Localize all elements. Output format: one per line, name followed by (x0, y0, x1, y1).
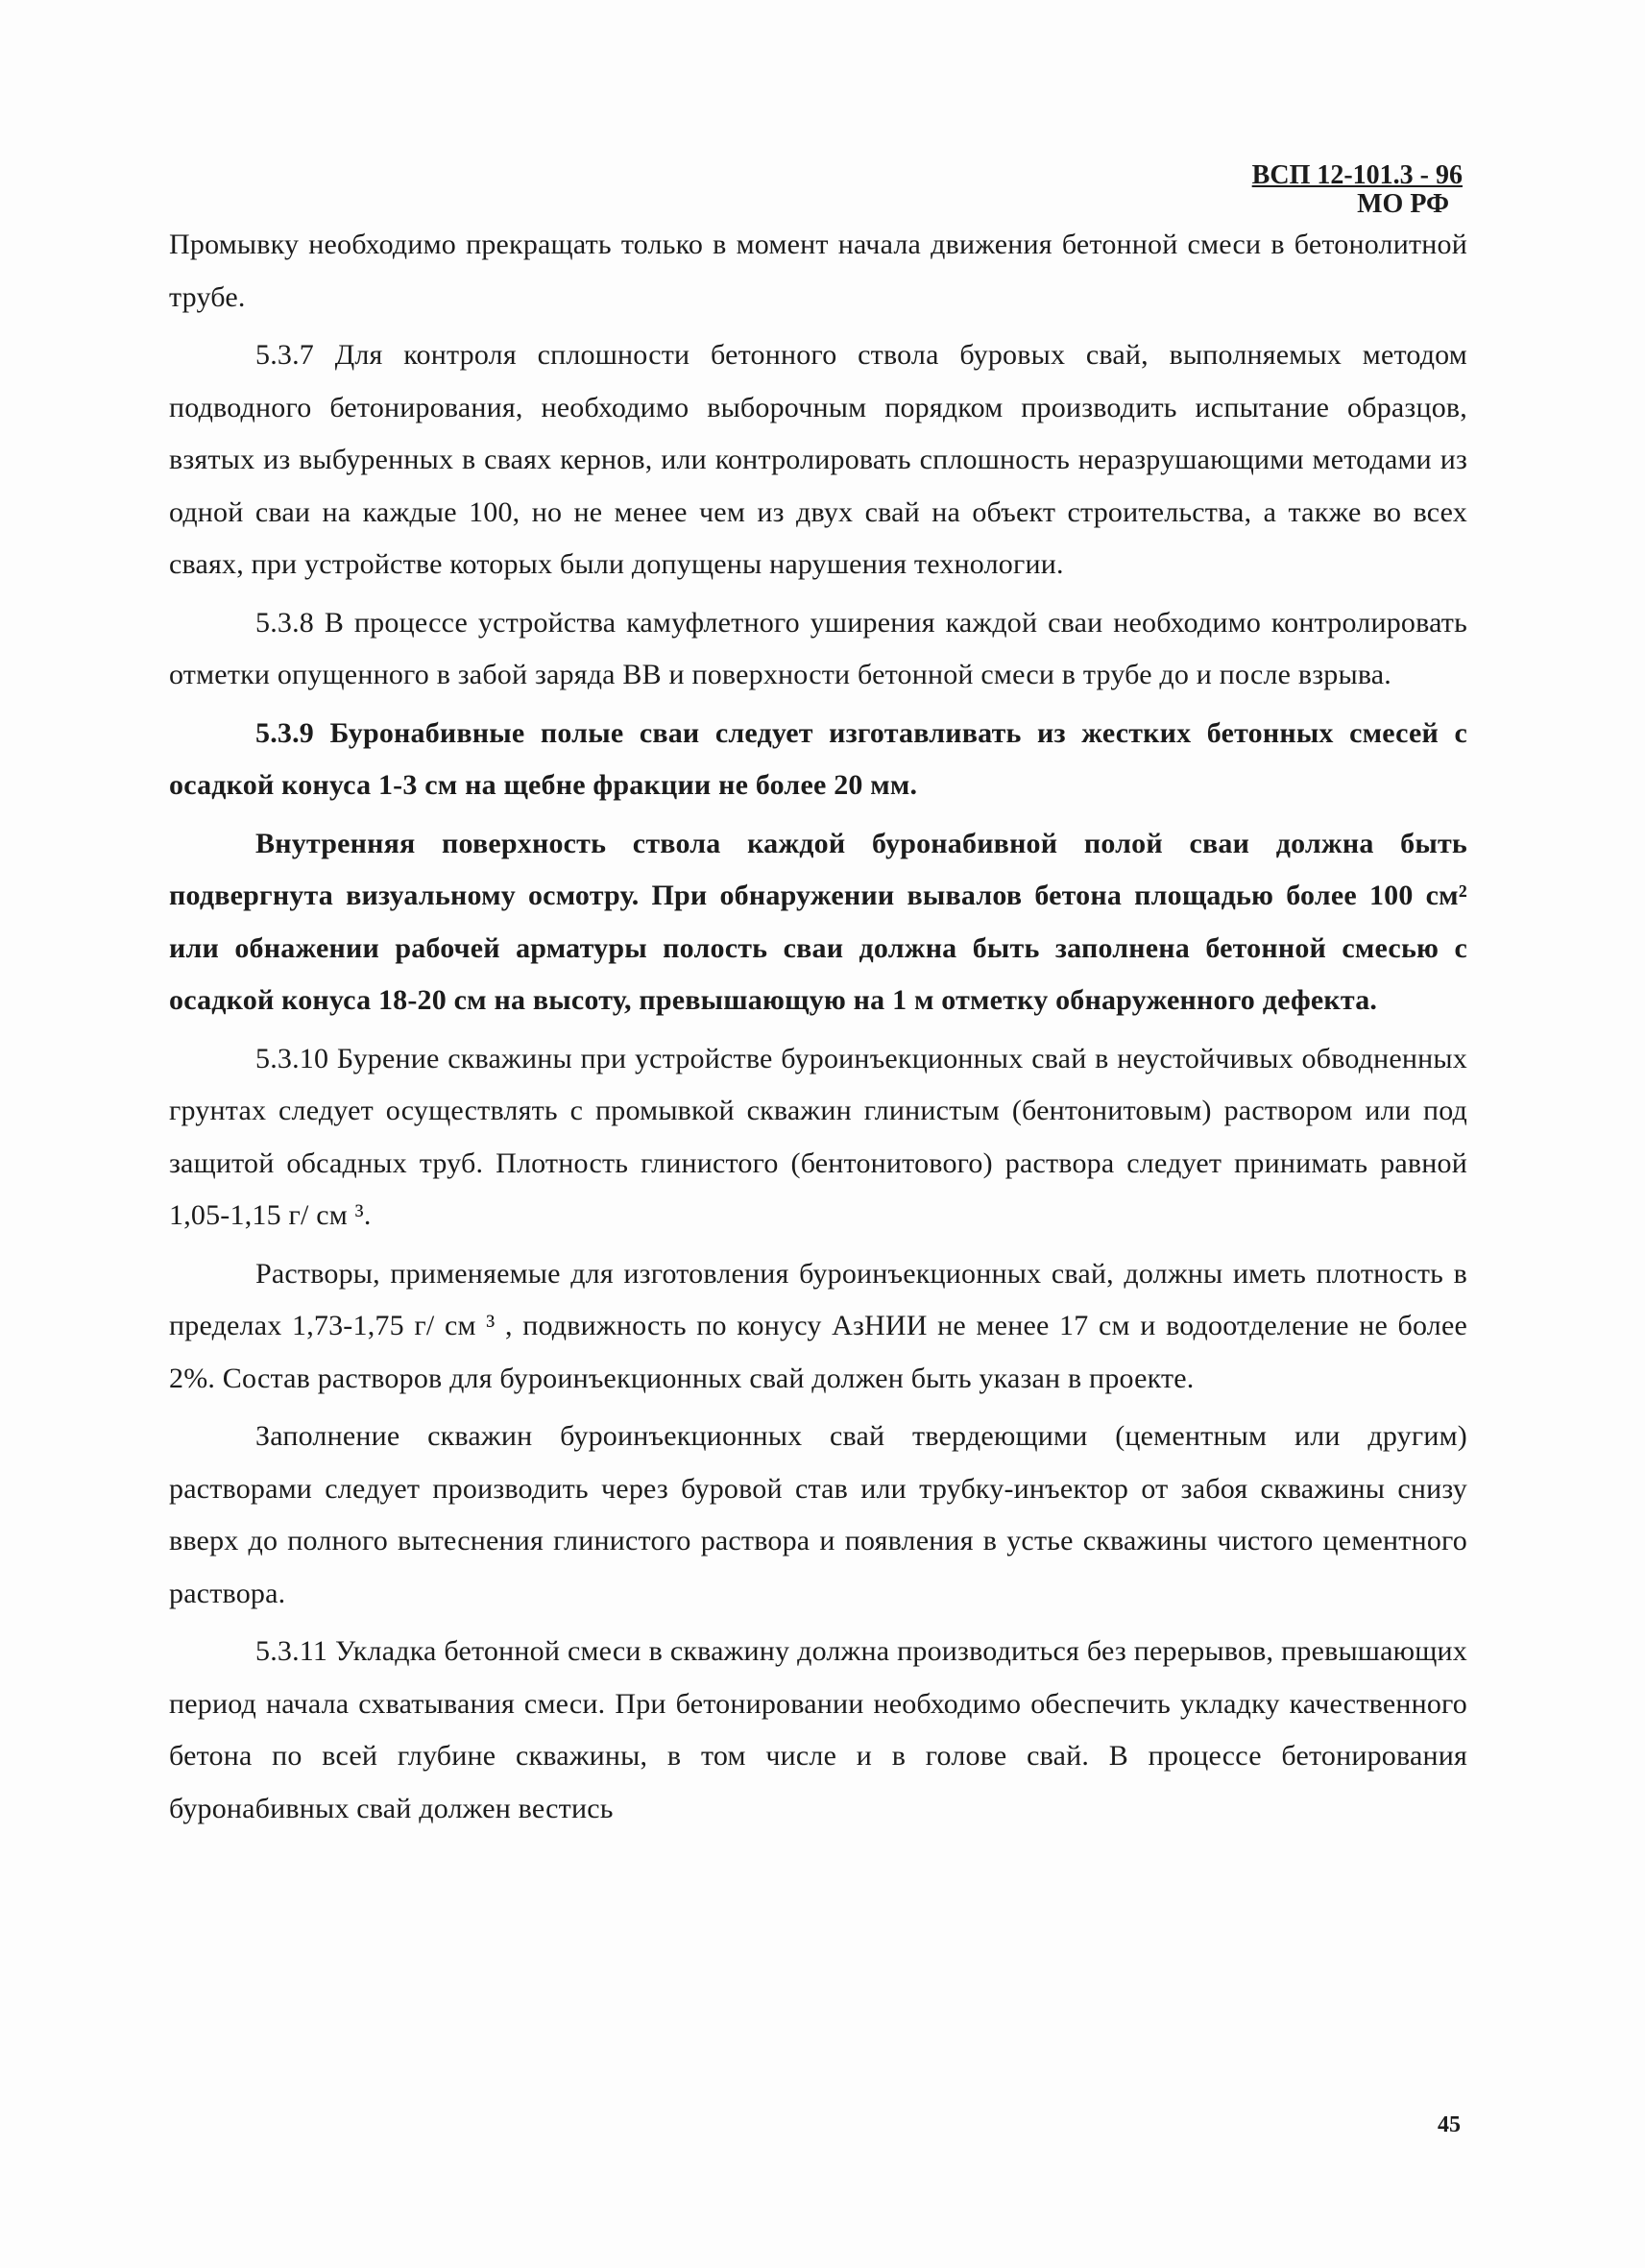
paragraph-filling: Заполнение скважин буроинъекционных свай твердеющими (цементным или другим) растворами следует производить через буровой став или трубку-инъектор от забоя скважины снизу вверх до полного вытеснения глинистого раствора и появления в устье скважины чистого цементного раствора. (169, 1420, 1467, 1609)
paragraph-5-3-10: 5.3.10 Бурение скважины при устройстве буроинъекционных свай в неустойчивых обводненных грунтах следует осуществлять с промывкой скважин глинистым (бентонитовым) раствором или под защитой обсадных труб. Плотность глинистого (бентонитового) раствора следует принимать равной 1,05-1,15 г/ см ³. (169, 1042, 1467, 1231)
paragraph-5-3-11: 5.3.11 Укладка бетонной смеси в скважину должна производиться без перерывов, превышающих период начала схватывания смеси. При бетонировании необходимо обеспечить укладку качественного бетона по всей глубине скважины, в том числе и в голове свай. В процессе бетонирования буронабивных свай должен вестись (169, 1635, 1467, 1824)
organization-label: МО РФ (1357, 189, 1449, 219)
paragraph-5-3-7: 5.3.7 Для контроля сплошности бетонного ствола буровых свай, выполняемых методом подводного бетонирования, необходимо выборочным порядком производить испытание образцов, взятых из выбуренных в сваях кернов, или контролировать сплошность неразрушающими методами из одной сваи на каждые 100, но не менее чем из двух свай на объект строительства, а также во всех сваях, при устройстве которых были допущены нарушения технологии. (169, 339, 1467, 580)
document-body (169, 219, 1467, 1835)
paragraph-5-3-9: 5.3.9 Буронабивные полые сваи следует изготавливать из жестких бетонных смесей с осадкой конуса 1-3 см на щебне фракции не более 20 мм. (169, 716, 1467, 801)
paragraph-solutions: Растворы, применяемые для изготовления буроинъекционных свай, должны иметь плотность в пределах 1,73-1,75 г/ см ³ , подвижность по конусу АзНИИ не менее 17 см и водоотделение не более 2%. Состав растворов для буроинъекционных свай должен быть указан в проекте. (169, 1257, 1467, 1394)
paragraph-inner-surface: Внутренняя поверхность ствола каждой буронабивной полой сваи должна быть подвергнута визуальному осмотру. При обнаружении вывалов бетона площадью более 100 см² или обнажении рабочей арматуры полость сваи должна быть заполнена бетонной смесью с осадкой конуса 18-20 см на высоту, превышающую на 1 м отметку обнаруженного дефекта. (169, 827, 1467, 1016)
document-header (1252, 161, 1463, 219)
paragraph-5-3-8: 5.3.8 В процессе устройства камуфлетного уширения каждой сваи необходимо контролировать отметки опущенного в забой заряда ВВ и поверхности бетонной смеси в трубе до и после взрыва. (169, 606, 1467, 690)
document-code: ВСП 12-101.3 - 96 (1251, 160, 1463, 190)
paragraph-flushing: Промывку необходимо прекращать только в момент начала движения бетонной смеси в бетонолитной трубе. (169, 229, 1467, 313)
page-number: 45 (1438, 2112, 1461, 2137)
